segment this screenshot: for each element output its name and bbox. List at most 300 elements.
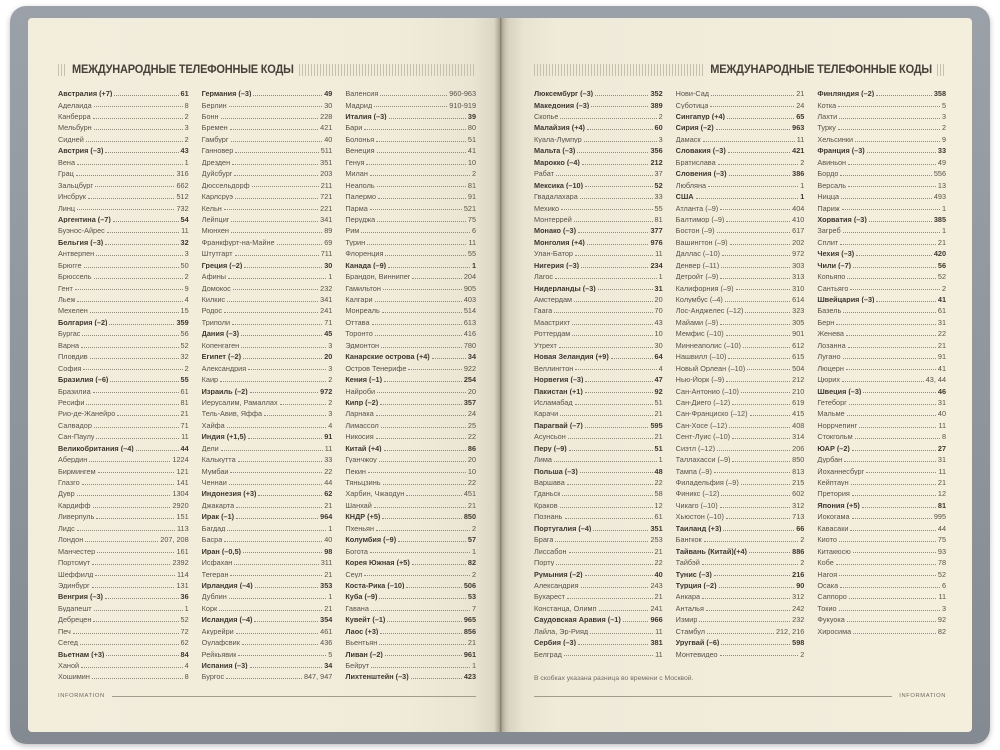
entry-name: Берн — [817, 318, 835, 327]
dot-leader — [866, 472, 936, 473]
entry-name: Бейрут — [345, 662, 370, 670]
entry-code: 2 — [471, 569, 477, 579]
dot-leader — [730, 244, 791, 245]
country-code-row — [202, 326, 333, 337]
entry-code: 11 — [796, 134, 805, 144]
entry-code: 81 — [180, 397, 189, 407]
entry-name: Хельсинки — [817, 135, 854, 144]
dot-leader — [850, 289, 940, 290]
dot-leader — [92, 587, 175, 588]
entry-code: 9 — [941, 134, 947, 144]
city-code-row — [817, 589, 946, 600]
entry-code: 351 — [320, 157, 333, 167]
city-code-row — [676, 349, 805, 360]
dot-leader — [726, 221, 790, 222]
country-code-row — [817, 498, 946, 509]
country-code-row — [676, 635, 805, 646]
entry-name: Вашингтон (–9) — [675, 238, 728, 247]
entry-name: Германия (–3) — [201, 90, 252, 98]
entry-name: Тампа (–9) — [675, 467, 712, 475]
entry-name: Миннеаполис (–10) — [675, 341, 741, 350]
entry-name: Котка — [817, 101, 837, 109]
entry-code: 311 — [320, 558, 333, 568]
entry-code: 415 — [792, 409, 805, 419]
country-code-row — [676, 544, 805, 555]
dot-leader — [853, 267, 936, 268]
entry-name: Фукуока — [817, 616, 845, 624]
entry-code: 5 — [328, 649, 333, 659]
dot-leader — [855, 141, 940, 142]
entry-name: Афины — [201, 273, 226, 281]
entry-code: 613 — [463, 317, 477, 327]
dot-leader — [581, 587, 649, 588]
entry-code: 1 — [941, 226, 947, 236]
dot-leader — [876, 95, 932, 96]
country-code-row — [534, 418, 663, 429]
entry-code: 51 — [654, 443, 663, 453]
entry-name: Лихтенштейн (–3) — [345, 673, 409, 681]
dot-leader — [264, 415, 326, 416]
city-code-row — [676, 498, 805, 509]
dot-leader — [231, 141, 323, 142]
dot-leader — [234, 564, 318, 565]
entry-code: 619 — [792, 397, 805, 407]
entry-name: Басра — [201, 536, 223, 544]
dot-leader — [371, 667, 470, 668]
dot-leader — [235, 152, 318, 153]
dot-leader — [106, 655, 178, 656]
entry-code: 55 — [467, 249, 477, 259]
entry-name: Таллахасси (–9) — [675, 456, 731, 464]
city-code-row — [817, 452, 946, 463]
dot-leader — [587, 129, 653, 130]
city-code-row — [345, 338, 476, 349]
entry-name: Стамбул — [675, 627, 705, 635]
entry-name: КНДР (+5) — [345, 513, 381, 521]
city-code-row — [676, 178, 805, 189]
entry-code: 313 — [792, 272, 805, 282]
entry-code: 351 — [650, 523, 663, 533]
entry-name: Словения (–3) — [675, 170, 727, 178]
entry-code: 21 — [937, 340, 947, 350]
dot-leader — [73, 633, 179, 634]
entry-code: 8 — [184, 100, 189, 110]
entry-code: 2 — [184, 272, 189, 282]
entry-code: 416 — [463, 329, 477, 339]
city-code-row — [534, 269, 663, 280]
entry-name: Бургас — [58, 330, 81, 338]
entry-name: Исландия (–4) — [201, 616, 253, 624]
city-code-row — [676, 303, 805, 314]
city-code-row — [202, 97, 333, 108]
city-code-row — [676, 86, 805, 97]
dot-leader — [93, 118, 183, 119]
entry-name: Краков — [534, 501, 558, 510]
entry-name: Лагос — [534, 273, 554, 281]
entry-code: 22 — [467, 432, 477, 442]
entry-code: 966 — [650, 615, 663, 625]
dot-leader — [840, 587, 940, 588]
city-code-row — [58, 246, 189, 257]
entry-code: 50 — [180, 260, 189, 270]
dot-leader — [575, 369, 656, 370]
entry-name: Нью-Йорк (–9) — [675, 376, 725, 384]
entry-name: Палермо — [345, 193, 377, 201]
entry-name: Ганновер — [201, 147, 234, 155]
entry-name: Кардифф — [58, 501, 91, 510]
entry-name: Балтимор (–9) — [675, 215, 725, 224]
entry-name: Монтевидео — [675, 650, 718, 658]
city-code-row — [58, 532, 189, 543]
city-code-row — [58, 418, 189, 429]
dot-leader — [236, 507, 322, 508]
entry-code: 22 — [654, 558, 663, 568]
entry-name: Милан — [345, 170, 368, 178]
dot-leader — [77, 495, 171, 496]
entry-code: 32 — [180, 352, 189, 362]
city-code-row — [202, 452, 333, 463]
entry-name: Новый Орлеан (–10) — [675, 364, 746, 372]
entry-name: Скопье — [534, 113, 559, 121]
dot-leader — [113, 221, 179, 222]
city-code-row — [58, 97, 189, 108]
dot-leader — [230, 472, 322, 473]
city-code-row — [58, 635, 189, 646]
dot-leader — [244, 267, 322, 268]
entry-code: 41 — [937, 363, 947, 373]
entry-name: Александрия — [534, 581, 579, 590]
entry-code: 20 — [324, 352, 333, 362]
entry-name: София — [58, 364, 82, 372]
dot-leader — [839, 541, 936, 542]
city-code-row — [676, 441, 805, 452]
entry-code: 62 — [324, 489, 333, 499]
country-code-row — [534, 566, 663, 577]
entry-name: Детройт (–9) — [675, 273, 719, 281]
entry-code: 2 — [471, 169, 477, 179]
entry-code: 511 — [320, 146, 333, 156]
dot-leader — [412, 564, 466, 565]
dot-leader — [105, 244, 178, 245]
entry-name: Родос — [201, 307, 223, 315]
dot-leader — [384, 381, 462, 382]
entry-name: Филадельфия (–9) — [675, 479, 739, 487]
city-code-row — [58, 132, 189, 143]
dot-leader — [696, 198, 799, 199]
entry-code: 65 — [796, 112, 805, 122]
entry-name: Пакистан (+1) — [534, 387, 583, 395]
city-code-row — [202, 109, 333, 120]
dot-leader — [591, 106, 648, 107]
city-code-row — [676, 258, 805, 269]
entry-name: Бари — [345, 124, 363, 132]
dot-leader — [599, 610, 649, 611]
dot-leader — [370, 209, 462, 210]
dot-leader — [94, 106, 183, 107]
entry-code: 3 — [941, 603, 947, 613]
city-code-row — [202, 303, 333, 314]
entry-code: 21 — [654, 592, 663, 602]
city-code-row — [58, 361, 189, 372]
city-code-row — [202, 555, 333, 566]
dot-leader — [229, 484, 322, 485]
dot-leader — [611, 358, 653, 359]
dot-leader — [114, 95, 178, 96]
city-code-row — [202, 635, 333, 646]
dot-leader — [96, 255, 182, 256]
entry-name: Лейпциг — [201, 215, 230, 224]
entry-code: 316 — [176, 169, 189, 179]
entry-name: Ирак (–1) — [201, 513, 235, 521]
dot-leader — [97, 552, 174, 553]
dot-leader — [382, 518, 461, 519]
entry-name: Исфахан — [201, 559, 233, 567]
city-code-row — [202, 441, 333, 452]
entry-name: Неаполь — [345, 181, 375, 189]
entry-name: Найроби — [345, 387, 376, 395]
city-code-row — [58, 109, 189, 120]
entry-name: Карлсруэ — [201, 193, 233, 201]
page-right — [500, 18, 972, 732]
city-code-row — [345, 292, 476, 303]
city-code-row — [817, 223, 946, 234]
dot-leader — [94, 129, 183, 130]
entry-code: 36 — [180, 592, 189, 602]
dot-leader — [710, 106, 794, 107]
entry-code: 4 — [328, 420, 333, 430]
entry-code: 910-919 — [449, 100, 477, 110]
dot-leader — [850, 530, 935, 531]
dot-leader — [575, 404, 653, 405]
entry-name: Гуанчжоу — [345, 456, 377, 464]
country-code-row — [534, 349, 663, 360]
entry-name: Новая Зеландия (+9) — [534, 353, 609, 361]
page-header — [58, 62, 476, 78]
entry-name: Копенгаген — [201, 341, 240, 350]
entry-name: Ирландия (–4) — [201, 581, 253, 590]
dot-leader — [572, 335, 652, 336]
city-code-row — [345, 658, 476, 669]
city-code-row — [817, 509, 946, 520]
entry-code: 98 — [324, 546, 333, 556]
dot-leader — [432, 358, 466, 359]
dot-leader — [704, 541, 799, 542]
city-code-row — [817, 601, 946, 612]
entry-code: 46 — [937, 386, 947, 396]
country-code-row — [345, 578, 476, 589]
entry-code: 3 — [184, 249, 189, 259]
entry-name: Ченнаи — [201, 479, 227, 487]
dot-leader — [747, 369, 790, 370]
entry-code: 356 — [650, 146, 663, 156]
country-code-row — [676, 143, 805, 154]
entry-code: 323 — [792, 306, 805, 316]
entry-name: Атланта (–9) — [675, 204, 719, 212]
entry-code: 212, 216 — [775, 626, 805, 636]
country-code-row — [676, 166, 805, 177]
city-code-row — [817, 521, 946, 532]
dot-leader — [75, 289, 183, 290]
dot-leader — [238, 461, 323, 462]
dot-leader — [253, 95, 322, 96]
city-code-row — [534, 189, 663, 200]
city-code-row — [202, 246, 333, 257]
dot-leader — [90, 358, 179, 359]
entry-code: 1 — [184, 603, 189, 613]
dot-leader — [229, 106, 323, 107]
entry-name: Версаль — [817, 181, 847, 189]
entry-name: Триполи — [201, 318, 231, 327]
dot-leader — [736, 289, 791, 290]
entry-name: Монреаль — [345, 307, 380, 315]
entry-code: 61 — [180, 386, 189, 396]
city-code-row — [345, 189, 476, 200]
footer-label: INFORMATION — [899, 693, 946, 699]
city-code-row — [676, 418, 805, 429]
city-code-row — [202, 624, 333, 635]
entry-code: 312 — [792, 500, 805, 510]
entry-code: 34 — [467, 352, 477, 362]
dot-leader — [398, 541, 466, 542]
dot-leader — [379, 644, 466, 645]
city-code-row — [676, 338, 805, 349]
entry-name: Киото — [817, 536, 837, 544]
entry-name: Шанхай — [345, 501, 372, 510]
dot-leader — [96, 518, 174, 519]
entry-name: Иран (–0,5) — [201, 547, 241, 555]
dot-leader — [224, 541, 322, 542]
dot-leader — [839, 610, 940, 611]
dot-leader — [252, 186, 319, 187]
entry-code: 886 — [792, 546, 805, 556]
city-code-row — [58, 555, 189, 566]
entry-code: 21 — [324, 500, 333, 510]
dot-leader — [82, 484, 175, 485]
dot-leader — [843, 232, 940, 233]
entry-code: 1 — [471, 661, 477, 671]
entry-code: 10 — [654, 329, 663, 339]
entry-code: 963 — [792, 123, 805, 133]
dot-leader — [718, 164, 799, 165]
entry-name: Валенсия — [345, 90, 379, 98]
entry-name: Никосия — [345, 433, 374, 441]
dot-leader — [235, 198, 318, 199]
entry-name: Колумбус (–4) — [675, 296, 723, 304]
entry-code: 2 — [184, 363, 189, 373]
entry-code: 43 — [654, 317, 663, 327]
dot-leader — [568, 438, 653, 439]
entry-code: 385 — [933, 214, 947, 224]
city-code-row — [58, 486, 189, 497]
country-code-row — [676, 109, 805, 120]
entry-code: 21 — [324, 603, 333, 613]
entry-name: Сирия (–2) — [675, 124, 714, 132]
dot-leader — [585, 575, 653, 576]
entry-name: Оттава — [345, 318, 370, 327]
dot-leader — [80, 644, 179, 645]
city-code-row — [345, 246, 476, 257]
city-code-row — [676, 646, 805, 657]
entry-code: 33 — [654, 192, 663, 202]
entry-name: Болонья — [345, 135, 375, 144]
country-code-row — [58, 441, 189, 452]
page-title: МЕЖДУНАРОДНЫЕ ТЕЛЕФОННЫЕ КОДЫ — [710, 63, 932, 77]
entry-code: 3 — [941, 112, 947, 122]
page-header — [534, 62, 946, 78]
entry-name: Бразилия (–6) — [58, 376, 109, 384]
city-code-row — [676, 223, 805, 234]
entry-name: Вьентьян — [345, 639, 378, 647]
country-code-row — [534, 383, 663, 394]
dot-leader — [387, 621, 461, 622]
dot-leader — [364, 575, 470, 576]
country-code-row — [534, 521, 663, 532]
city-code-row — [534, 589, 663, 600]
country-code-row — [345, 646, 476, 657]
entry-code: 9 — [184, 283, 189, 293]
city-code-row — [202, 338, 333, 349]
entry-name: Аргентина (–7) — [58, 215, 111, 224]
entry-code: 11 — [181, 432, 189, 442]
dot-leader — [843, 312, 936, 313]
entry-code: 58 — [654, 489, 663, 499]
city-code-row — [202, 178, 333, 189]
city-code-row — [817, 155, 946, 166]
dot-leader — [848, 347, 936, 348]
entry-name: Каир — [201, 376, 219, 384]
entry-name: Джакарта — [201, 501, 235, 510]
city-code-row — [676, 292, 805, 303]
city-code-row — [58, 303, 189, 314]
entry-name: Анкара — [675, 593, 701, 601]
entry-name: Нидерланды (–3) — [534, 284, 596, 292]
country-code-row — [58, 372, 189, 383]
entry-name: Кения (–1) — [345, 376, 383, 384]
city-code-row — [345, 86, 476, 97]
entry-name: Харбин, Чжаодун — [345, 490, 405, 498]
entry-code: 54 — [180, 214, 189, 224]
entry-code: 56 — [937, 260, 947, 270]
city-code-row — [58, 429, 189, 440]
entry-code: 403 — [463, 295, 477, 305]
dot-leader — [708, 186, 798, 187]
city-code-row — [676, 280, 805, 291]
entry-name: Грац — [58, 170, 74, 178]
city-code-row — [676, 475, 805, 486]
entry-code: 2920 — [172, 500, 189, 510]
entry-code: 221 — [320, 203, 333, 213]
dot-leader — [90, 312, 179, 313]
entry-code: 62 — [180, 638, 189, 648]
entry-name: Кувейт (–1) — [345, 616, 386, 624]
country-code-row — [676, 521, 805, 532]
dot-leader — [582, 164, 649, 165]
entry-name: Франция (–3) — [817, 147, 865, 155]
city-code-row — [817, 303, 946, 314]
entry-code: 75 — [937, 535, 947, 545]
entry-code: 204 — [463, 272, 477, 282]
city-code-row — [817, 315, 946, 326]
dot-leader — [706, 610, 790, 611]
dot-leader — [623, 621, 649, 622]
dot-leader — [838, 106, 940, 107]
entry-code: 21 — [324, 569, 333, 579]
entry-code: 995 — [933, 512, 947, 522]
city-code-row — [345, 143, 476, 154]
dot-leader — [250, 667, 323, 668]
entry-code: 11 — [324, 443, 333, 453]
entry-code: 305 — [792, 317, 805, 327]
